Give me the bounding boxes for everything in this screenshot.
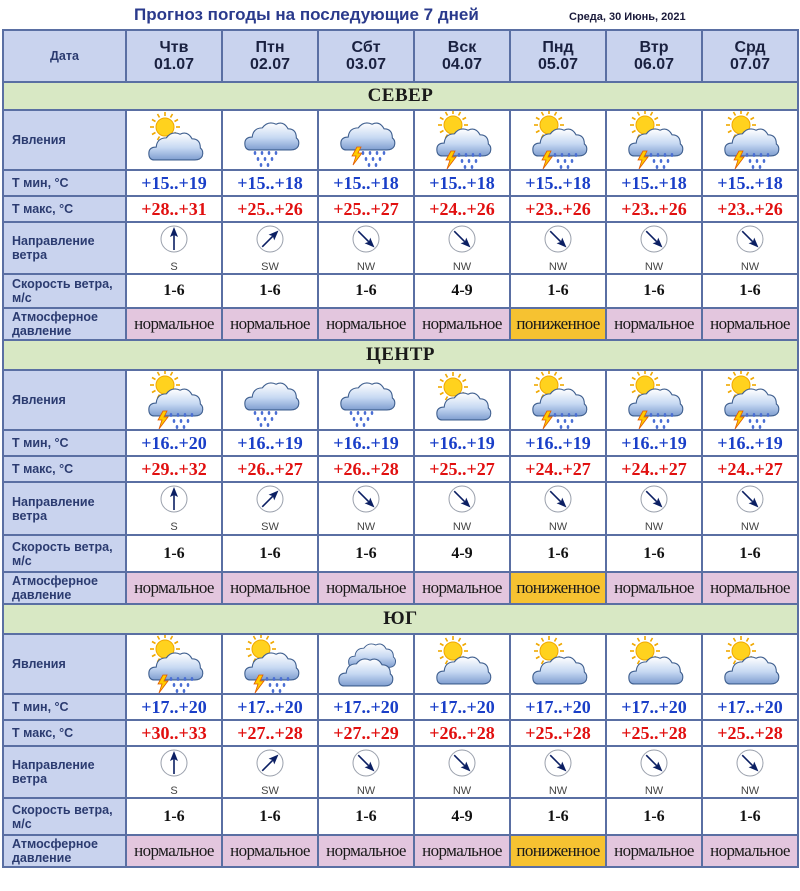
tmin-value: +17..+20 <box>414 694 510 720</box>
tmax-value: +24..+27 <box>702 456 798 482</box>
wind-indicator <box>127 484 221 533</box>
wind-cell <box>414 482 510 535</box>
wind-indicator <box>223 224 317 273</box>
weather-cell <box>222 110 318 170</box>
day-date: 07.07 <box>729 56 771 73</box>
sun-cloud-storm-icon <box>415 111 509 169</box>
wind-speed-value: 1-6 <box>318 798 414 835</box>
wind-dir-row <box>3 482 798 535</box>
wind-dir-label: Направление ветра <box>3 222 126 274</box>
wind-arrow-icon <box>639 484 669 519</box>
sun-cloud-storm-icon <box>703 371 797 429</box>
tmax-value: +25..+28 <box>702 720 798 746</box>
date-header-label: Дата <box>3 30 126 82</box>
tmin-value: +15..+19 <box>126 170 222 196</box>
tmin-value: +15..+18 <box>510 170 606 196</box>
wind-speed-value: 1-6 <box>606 798 702 835</box>
tmin-row <box>3 694 798 720</box>
tmin-value: +17..+20 <box>510 694 606 720</box>
weather-cell <box>126 110 222 170</box>
wind-speed-value: 1-6 <box>606 274 702 308</box>
wind-dir-value: S <box>170 784 178 797</box>
pressure-badge-low: пониженное <box>510 835 606 867</box>
wind-indicator <box>703 224 797 273</box>
tmin-value: +16..+19 <box>222 430 318 456</box>
tmax-row <box>3 720 798 746</box>
wind-speed-value: 1-6 <box>702 535 798 572</box>
day-date: 06.07 <box>633 56 675 73</box>
pressure-label: Атмосферное давление <box>3 835 126 867</box>
wind-dir-value: S <box>170 521 178 533</box>
weather-cell <box>702 110 798 170</box>
weather-cell <box>606 370 702 430</box>
tmin-value: +17..+20 <box>318 694 414 720</box>
pressure-badge-normal: нормальное <box>702 572 798 604</box>
day-name: Втр <box>639 39 669 56</box>
wind-dir-value: NW <box>644 784 664 797</box>
wind-dir-value: NW <box>740 784 760 797</box>
pressure-badge-normal: нормальное <box>702 835 798 867</box>
partly-cloudy-icon <box>703 635 797 693</box>
weather-cell <box>702 634 798 694</box>
tmax-label: Т макс, °С <box>3 456 126 482</box>
region-row <box>3 82 798 110</box>
weather-cell <box>510 110 606 170</box>
wind-arrow-icon <box>159 484 189 519</box>
pressure-badge-normal: нормальное <box>414 308 510 340</box>
pressure-badge-normal: нормальное <box>606 835 702 867</box>
tmin-value: +17..+20 <box>702 694 798 720</box>
wind-indicator <box>703 748 797 797</box>
phenomena-row <box>3 634 798 694</box>
phenomena-label: Явления <box>3 634 126 694</box>
wind-indicator <box>607 484 701 533</box>
tmax-value: +28..+31 <box>126 196 222 222</box>
wind-dir-value: NW <box>356 260 376 273</box>
pressure-badge-normal: нормальное <box>222 572 318 604</box>
pressure-badge-normal: нормальное <box>222 308 318 340</box>
weather-cell <box>126 634 222 694</box>
wind-cell <box>606 222 702 274</box>
partly-cloudy-icon <box>511 635 605 693</box>
wind-speed-value: 1-6 <box>510 274 606 308</box>
partly-cloudy-icon <box>607 635 701 693</box>
wind-speed-row <box>3 274 798 308</box>
wind-cell <box>606 482 702 535</box>
sun-cloud-storm-icon <box>511 371 605 429</box>
tmax-value: +26..+28 <box>318 456 414 482</box>
tmax-value: +24..+27 <box>606 456 702 482</box>
wind-arrow-icon <box>351 224 381 259</box>
wind-speed-value: 1-6 <box>222 274 318 308</box>
wind-speed-value: 1-6 <box>318 274 414 308</box>
phenomena-row <box>3 110 798 170</box>
day-name: Пнд <box>542 39 574 56</box>
pressure-badge-normal: нормальное <box>126 835 222 867</box>
wind-arrow-icon <box>255 484 285 519</box>
weather-cell <box>606 110 702 170</box>
tmax-value: +24..+26 <box>414 196 510 222</box>
day-header <box>606 30 702 82</box>
wind-speed-value: 4-9 <box>414 274 510 308</box>
tmin-label: Т мин, °С <box>3 430 126 456</box>
wind-cell <box>126 482 222 535</box>
wind-arrow-icon <box>255 748 285 783</box>
wind-arrow-icon <box>159 748 189 783</box>
tmax-label: Т макс, °С <box>3 720 126 746</box>
weather-cell <box>606 634 702 694</box>
wind-dir-row <box>3 222 798 274</box>
wind-speed-value: 1-6 <box>318 535 414 572</box>
wind-speed-row <box>3 798 798 835</box>
wind-cell <box>222 746 318 798</box>
wind-indicator <box>127 224 221 273</box>
wind-dir-value: S <box>170 260 178 273</box>
day-date: 04.07 <box>441 56 483 73</box>
weather-cell <box>414 110 510 170</box>
tmax-value: +27..+29 <box>318 720 414 746</box>
weather-cell <box>222 370 318 430</box>
wind-indicator <box>415 484 509 533</box>
region-name: СЕВЕР <box>3 82 798 110</box>
phenomena-row <box>3 370 798 430</box>
partly-cloudy-icon <box>127 111 221 169</box>
tmax-value: +29..+32 <box>126 456 222 482</box>
wind-dir-value: NW <box>548 521 568 533</box>
wind-dir-row <box>3 746 798 798</box>
wind-arrow-icon <box>543 224 573 259</box>
wind-cell <box>702 222 798 274</box>
wind-dir-value: SW <box>261 260 279 273</box>
wind-arrow-icon <box>447 224 477 259</box>
weather-cell <box>222 634 318 694</box>
wind-arrow-icon <box>255 224 285 259</box>
weather-cell <box>414 634 510 694</box>
tmax-value: +24..+27 <box>510 456 606 482</box>
tmin-value: +15..+18 <box>318 170 414 196</box>
wind-dir-value: SW <box>261 521 279 533</box>
wind-speed-value: 1-6 <box>702 274 798 308</box>
phenomena-label: Явления <box>3 370 126 430</box>
day-name: Сбт <box>351 39 381 56</box>
wind-dir-value: NW <box>644 521 664 533</box>
region-name: ЦЕНТР <box>3 340 798 370</box>
weather-cell <box>318 110 414 170</box>
pressure-row <box>3 308 798 340</box>
tmin-row <box>3 430 798 456</box>
pressure-badge-normal: нормальное <box>606 308 702 340</box>
wind-cell <box>318 222 414 274</box>
wind-dir-value: NW <box>356 521 376 533</box>
day-date: 01.07 <box>153 56 195 73</box>
wind-cell <box>318 482 414 535</box>
tmax-value: +26..+28 <box>414 720 510 746</box>
wind-arrow-icon <box>639 748 669 783</box>
wind-speed-label: Скорость ветра, м/с <box>3 798 126 835</box>
wind-indicator <box>319 484 413 533</box>
pressure-badge-normal: нормальное <box>126 308 222 340</box>
pressure-badge-normal: нормальное <box>414 835 510 867</box>
sun-cloud-storm-icon <box>127 635 221 693</box>
wind-speed-value: 1-6 <box>222 798 318 835</box>
tmax-value: +25..+27 <box>318 196 414 222</box>
wind-indicator <box>511 224 605 273</box>
pressure-row <box>3 572 798 604</box>
tmin-value: +16..+19 <box>318 430 414 456</box>
tmax-value: +25..+28 <box>510 720 606 746</box>
wind-dir-value: NW <box>644 260 664 273</box>
wind-dir-label: Направление ветра <box>3 482 126 535</box>
pressure-label: Атмосферное давление <box>3 572 126 604</box>
tmax-value: +23..+26 <box>606 196 702 222</box>
wind-indicator <box>607 224 701 273</box>
tmin-label: Т мин, °С <box>3 170 126 196</box>
wind-cell <box>222 222 318 274</box>
wind-indicator <box>415 748 509 797</box>
wind-cell <box>702 746 798 798</box>
wind-speed-value: 1-6 <box>702 798 798 835</box>
region-name: ЮГ <box>3 604 798 634</box>
tmax-value: +26..+27 <box>222 456 318 482</box>
current-date: Среда, 30 Июнь, 2021 <box>569 11 686 23</box>
wind-cell <box>318 746 414 798</box>
day-name: Срд <box>734 39 766 56</box>
sun-cloud-storm-icon <box>511 111 605 169</box>
wind-indicator <box>319 224 413 273</box>
pressure-badge-normal: нормальное <box>318 572 414 604</box>
day-date: 03.07 <box>345 56 387 73</box>
wind-speed-value: 1-6 <box>126 535 222 572</box>
wind-arrow-icon <box>543 748 573 783</box>
pressure-badge-normal: нормальное <box>702 308 798 340</box>
cloud-rain-icon <box>319 371 413 429</box>
wind-arrow-icon <box>447 748 477 783</box>
wind-arrow-icon <box>735 224 765 259</box>
wind-speed-value: 1-6 <box>222 535 318 572</box>
sun-cloud-storm-icon <box>703 111 797 169</box>
wind-arrow-icon <box>447 484 477 519</box>
tmin-value: +15..+18 <box>414 170 510 196</box>
wind-cell <box>510 746 606 798</box>
wind-indicator <box>127 748 221 797</box>
wind-cell <box>606 746 702 798</box>
day-name: Вск <box>447 39 477 56</box>
pressure-badge-normal: нормальное <box>318 308 414 340</box>
wind-arrow-icon <box>543 484 573 519</box>
region-row <box>3 604 798 634</box>
tmin-value: +15..+18 <box>606 170 702 196</box>
wind-cell <box>414 222 510 274</box>
tmax-row <box>3 196 798 222</box>
region-row <box>3 340 798 370</box>
sun-cloud-storm-icon <box>223 635 317 693</box>
wind-speed-label: Скорость ветра, м/с <box>3 274 126 308</box>
wind-cell <box>414 746 510 798</box>
tmin-row <box>3 170 798 196</box>
weather-cell <box>510 634 606 694</box>
tmax-row <box>3 456 798 482</box>
wind-cell <box>126 746 222 798</box>
tmin-value: +17..+20 <box>222 694 318 720</box>
tmax-value: +25..+28 <box>606 720 702 746</box>
tmax-value: +25..+27 <box>414 456 510 482</box>
wind-indicator <box>223 748 317 797</box>
wind-speed-value: 4-9 <box>414 535 510 572</box>
tmax-value: +23..+26 <box>510 196 606 222</box>
partly-cloudy-icon <box>415 371 509 429</box>
forecast-table-wrapper <box>2 29 797 889</box>
sun-cloud-storm-icon <box>127 371 221 429</box>
tmax-value: +25..+26 <box>222 196 318 222</box>
wind-cell <box>702 482 798 535</box>
wind-indicator <box>511 484 605 533</box>
wind-dir-value: NW <box>740 521 760 533</box>
wind-dir-value: NW <box>452 784 472 797</box>
wind-arrow-icon <box>351 748 381 783</box>
wind-dir-value: NW <box>548 260 568 273</box>
wind-arrow-icon <box>351 484 381 519</box>
tmax-label: Т макс, °С <box>3 196 126 222</box>
tmin-value: +17..+20 <box>126 694 222 720</box>
weather-cell <box>414 370 510 430</box>
pressure-badge-low: пониженное <box>510 572 606 604</box>
wind-arrow-icon <box>735 484 765 519</box>
wind-dir-value: NW <box>452 521 472 533</box>
wind-cell <box>510 482 606 535</box>
wind-dir-value: NW <box>452 260 472 273</box>
wind-dir-value: SW <box>261 784 279 797</box>
tmin-value: +16..+20 <box>126 430 222 456</box>
cloud-rain-icon <box>223 371 317 429</box>
day-header <box>414 30 510 82</box>
wind-dir-value: NW <box>548 784 568 797</box>
day-header <box>702 30 798 82</box>
wind-speed-row <box>3 535 798 572</box>
wind-dir-value: NW <box>356 784 376 797</box>
tmin-value: +15..+18 <box>702 170 798 196</box>
forecast-table <box>2 29 799 868</box>
weather-cell <box>318 370 414 430</box>
day-header <box>510 30 606 82</box>
day-date: 05.07 <box>537 56 579 73</box>
pressure-badge-normal: нормальное <box>126 572 222 604</box>
day-header <box>126 30 222 82</box>
day-header <box>222 30 318 82</box>
wind-speed-value: 1-6 <box>126 274 222 308</box>
sun-cloud-storm-icon <box>607 111 701 169</box>
wind-speed-value: 1-6 <box>606 535 702 572</box>
wind-arrow-icon <box>735 748 765 783</box>
wind-speed-label: Скорость ветра, м/с <box>3 535 126 572</box>
pressure-badge-low: пониженное <box>510 308 606 340</box>
wind-cell <box>222 482 318 535</box>
cloudy-icon <box>319 635 413 693</box>
wind-indicator <box>223 484 317 533</box>
wind-arrow-icon <box>159 224 189 259</box>
wind-arrow-icon <box>639 224 669 259</box>
wind-indicator <box>415 224 509 273</box>
phenomena-label: Явления <box>3 110 126 170</box>
wind-speed-value: 4-9 <box>414 798 510 835</box>
sun-cloud-storm-icon <box>607 371 701 429</box>
wind-speed-value: 1-6 <box>510 798 606 835</box>
tmax-value: +30..+33 <box>126 720 222 746</box>
day-name: Чтв <box>159 39 189 56</box>
wind-cell <box>126 222 222 274</box>
tmin-value: +17..+20 <box>606 694 702 720</box>
page-title: Прогноз погоды на последующие 7 дней <box>134 5 479 24</box>
thunderstorm-icon <box>319 111 413 169</box>
weather-cell <box>126 370 222 430</box>
tmin-value: +15..+18 <box>222 170 318 196</box>
pressure-badge-normal: нормальное <box>606 572 702 604</box>
pressure-badge-normal: нормальное <box>414 572 510 604</box>
day-date: 02.07 <box>249 56 291 73</box>
weather-cell <box>510 370 606 430</box>
wind-speed-value: 1-6 <box>510 535 606 572</box>
pressure-badge-normal: нормальное <box>222 835 318 867</box>
pressure-badge-normal: нормальное <box>318 835 414 867</box>
tmax-value: +27..+28 <box>222 720 318 746</box>
wind-dir-label: Направление ветра <box>3 746 126 798</box>
tmax-value: +23..+26 <box>702 196 798 222</box>
header-row <box>3 30 798 82</box>
tmin-label: Т мин, °С <box>3 694 126 720</box>
day-header <box>318 30 414 82</box>
tmin-value: +16..+19 <box>606 430 702 456</box>
tmin-value: +16..+19 <box>510 430 606 456</box>
wind-indicator <box>511 748 605 797</box>
weather-cell <box>702 370 798 430</box>
wind-cell <box>510 222 606 274</box>
wind-indicator <box>703 484 797 533</box>
wind-dir-value: NW <box>740 260 760 273</box>
partly-cloudy-icon <box>415 635 509 693</box>
wind-indicator <box>319 748 413 797</box>
wind-speed-value: 1-6 <box>126 798 222 835</box>
cloud-rain-icon <box>223 111 317 169</box>
pressure-row <box>3 835 798 867</box>
tmin-value: +16..+19 <box>702 430 798 456</box>
weather-cell <box>318 634 414 694</box>
day-name: Птн <box>255 39 285 56</box>
wind-indicator <box>607 748 701 797</box>
pressure-label: Атмосферное давление <box>3 308 126 340</box>
tmin-value: +16..+19 <box>414 430 510 456</box>
